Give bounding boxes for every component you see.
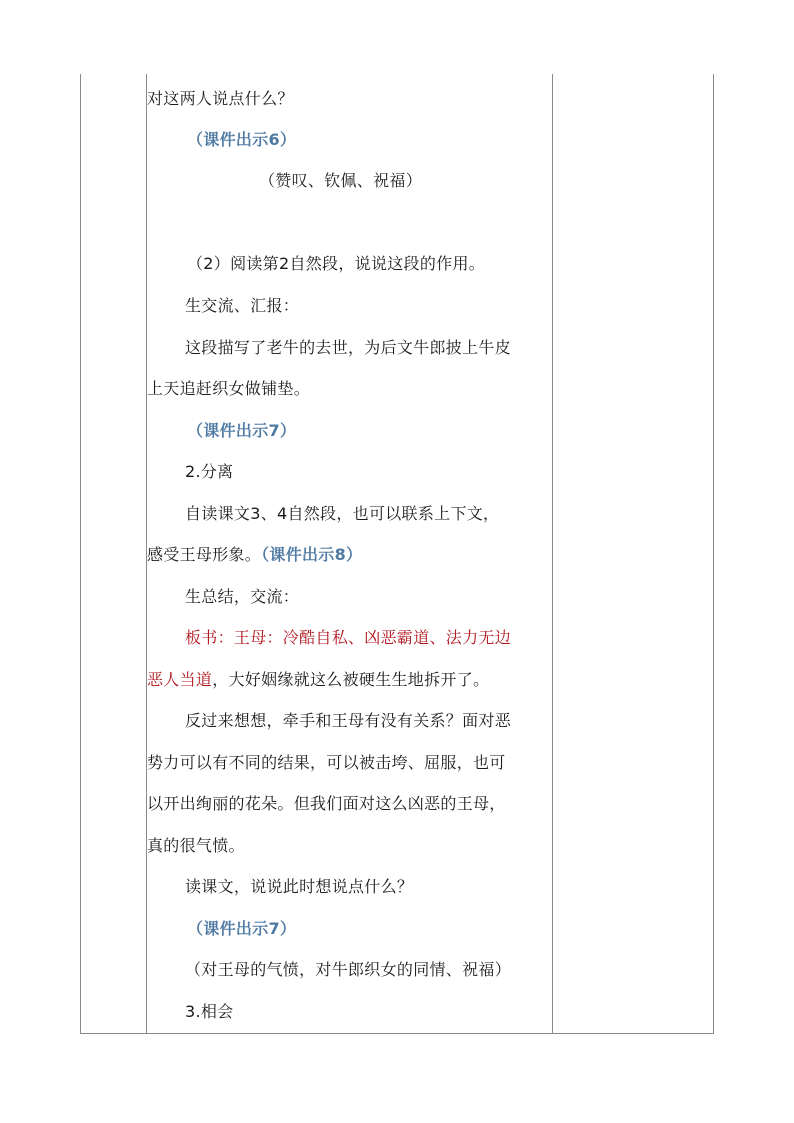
answer-note: （对王母的气愤，对牛郎织女的同情、祝福） (185, 960, 512, 979)
text-line (147, 670, 489, 690)
answer-note: （赞叹、钦佩、祝福） (259, 171, 423, 190)
text-line: 自读课文3、4自然段，也可以联系上下文， (185, 504, 500, 523)
courseware-note: （课件出示6） (187, 130, 297, 149)
text-line: 这段描写了老牛的去世，为后文牛郎披上牛皮 (185, 338, 512, 357)
text-line (147, 545, 362, 565)
section-heading: 3.相会 (185, 1002, 234, 1021)
question-line: （2）阅读第2自然段，说说这段的作用。 (187, 254, 486, 273)
text-line: 读课文，说说此时想说点什么？ (185, 877, 414, 896)
text-line: 生交流、汇报： (185, 296, 300, 315)
blackboard-note: 恶人当道 (147, 670, 213, 689)
table-right-border (713, 74, 714, 1034)
text-line: 生总结，交流： (185, 587, 300, 606)
courseware-note: （课件出示8） (261, 545, 363, 564)
section-heading: 2.分离 (185, 462, 234, 481)
table-bottom-border (80, 1033, 714, 1034)
courseware-note: （课件出示7） (187, 919, 297, 938)
column-divider-2 (552, 74, 553, 1034)
courseware-note: （课件出示7） (187, 421, 297, 440)
text-line: 反过来想想，牵手和王母有没有关系？面对恶 (185, 711, 512, 730)
text-line: 上天追赶织女做铺垫。 (147, 379, 311, 398)
table-left-border (80, 74, 81, 1034)
text-line: 真的很气愤。 (147, 836, 245, 855)
text-line: 势力可以有不同的结果，可以被击垮、屈服，也可 (147, 753, 506, 772)
text-fragment: ，大好姻缘就这么被硬生生地拆开了。 (212, 670, 490, 689)
text-line: 对这两人说点什么？ (147, 89, 294, 108)
blackboard-note: 板书：王母：冷酷自私、凶恶霸道、法力无边 (185, 628, 512, 647)
text-line: 以开出绚丽的花朵。但我们面对这么凶恶的王母， (147, 794, 506, 813)
text-fragment: 感受王母形象。 (147, 545, 262, 564)
